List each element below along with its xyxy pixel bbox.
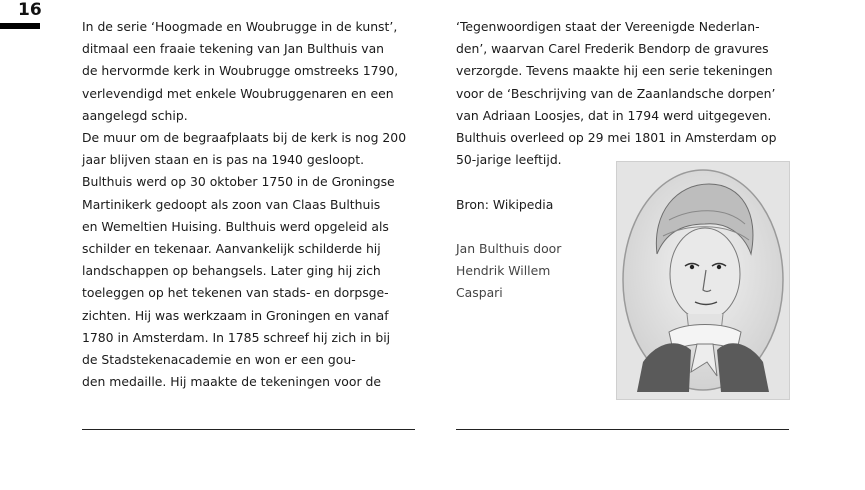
text-line: zichten. Hij was werkzaam in Groningen en vanaf — [82, 307, 389, 323]
text-line: 50-jarige leeftijd. — [456, 152, 562, 168]
text-line: verlevendigd met enkele Woubruggenaren en een — [82, 85, 394, 101]
text-line: landschappen op behangsels. Later ging hij zich — [82, 263, 381, 279]
text-line: ‘Tegenwoordigen staat der Vereenigde Nederlan- — [456, 19, 760, 34]
text-line: de Stadstekenacademie en won er een gou- — [82, 352, 356, 368]
bottom-rule-right — [456, 429, 789, 430]
text-line: De muur om de begraafplaats bij de kerk is nog 200 — [82, 130, 407, 146]
caption-line: Hendrik Willem — [456, 263, 551, 279]
text-line: van Adriaan Loosjes, dat in 1794 werd uitgegeven. — [456, 107, 772, 123]
text-line: toeleggen op het tekenen van stads- en dorpsge- — [82, 285, 389, 301]
page-number: 16 — [18, 0, 42, 20]
text-line: ditmaal een fraaie tekening van Jan Bulthuis van — [82, 41, 385, 57]
caption-line: Jan Bulthuis door — [456, 241, 562, 256]
text-line: den’, waarvan Carel Frederik Bendorp de gravures — [456, 41, 769, 57]
bottom-rule-left — [82, 429, 415, 430]
text-line: jaar blijven staan en is pas na 1940 gesloopt. — [82, 152, 365, 168]
source-credit: Bron: Wikipedia — [456, 196, 554, 212]
text-line: schilder en tekenaar. Aanvankelijk schilderde hij — [82, 241, 381, 257]
left-column — [82, 16, 422, 393]
text-line: den medaille. Hij maakte de tekeningen voor de — [82, 374, 381, 390]
text-line: In de serie ‘Hoogmade en Woubrugge in de kunst’, — [82, 19, 398, 34]
text-line: en Wemeltien Huising. Bulthuis werd opgeleid als — [82, 218, 389, 234]
text-line: de hervormde kerk in Woubrugge omstreeks 1790, — [82, 63, 399, 79]
text-line: 1780 in Amsterdam. In 1785 schreef hij zich in bij — [82, 329, 391, 345]
text-line: Martinikerk gedoopt als zoon van Claas Bulthuis — [82, 196, 381, 212]
portrait-image — [616, 161, 790, 400]
portrait-drawing — [617, 162, 789, 399]
text-line: verzorgde. Tevens maakte hij een serie tekeningen — [456, 63, 773, 79]
text-line: voor de ‘Beschrijving van de Zaanlandsche dorpen’ — [456, 85, 776, 101]
text-line: Bulthuis werd op 30 oktober 1750 in de Groningse — [82, 174, 395, 190]
text-line: aangelegd schip. — [82, 107, 188, 123]
caption-line: Caspari — [456, 285, 503, 301]
page-number-bar — [0, 23, 40, 29]
text-line: Bulthuis overleed op 29 mei 1801 in Amsterdam op — [456, 130, 777, 146]
